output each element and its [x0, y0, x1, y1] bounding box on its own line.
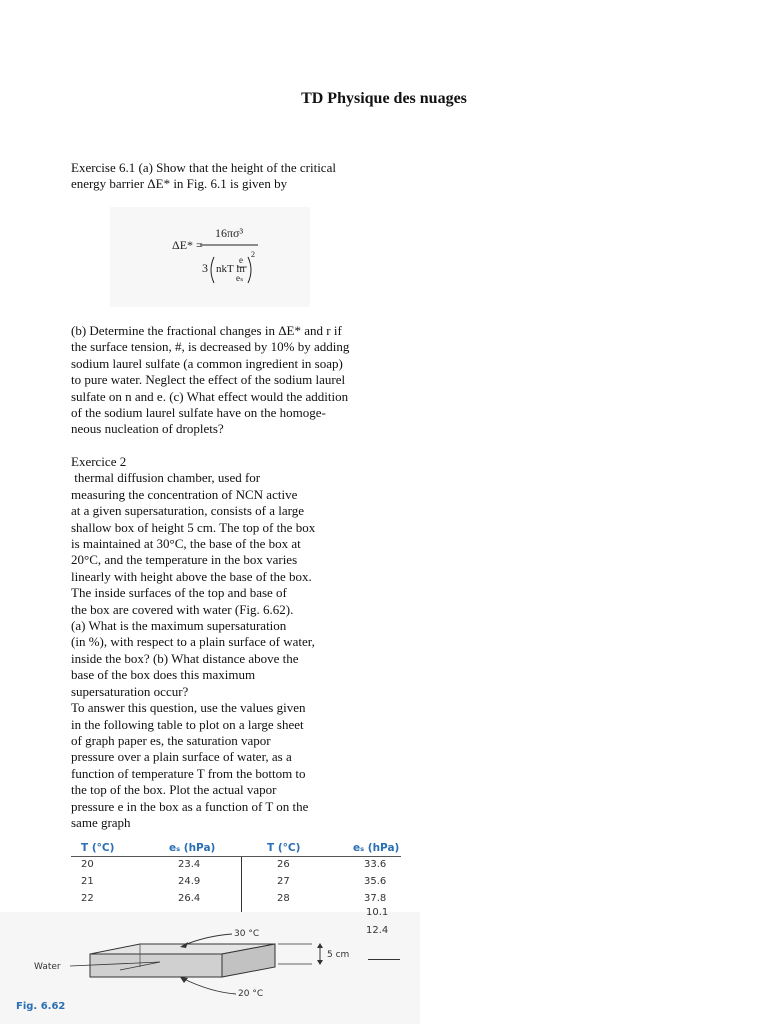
text-line: function of temperature T from the bottom to: [71, 765, 306, 781]
table-cell: 26.4: [178, 893, 201, 904]
page-title: TD Physique des nuages: [301, 90, 467, 107]
text-line: thermal diffusion chamber, used for: [71, 470, 261, 486]
table-bottom-rule: [368, 959, 400, 960]
water-label: Water: [34, 962, 61, 972]
bottom-temperature-label: 20 °C: [238, 989, 264, 999]
exercise-1-intro: [71, 160, 381, 193]
formula-lhs: ΔE* =: [172, 238, 203, 252]
bottom-arrow: [182, 978, 236, 994]
figure-caption: Fig. 6.62: [16, 1001, 66, 1012]
table-header: eₛ (hPa): [169, 842, 216, 854]
text-line: of graph paper es, the saturation vapor: [71, 732, 271, 748]
table-cell: 26: [277, 859, 290, 870]
energy-barrier-formula: [110, 207, 310, 307]
box-front-face: [90, 954, 222, 977]
text-line: (in %), with respect to a plain surface of water,: [71, 634, 315, 650]
formula-inner-bottom: eₛ: [236, 273, 244, 283]
text-line: energy barrier ΔE* in Fig. 6.1 is given by: [71, 176, 288, 192]
text-line: To answer this question, use the values given: [71, 700, 306, 716]
text-line: linearly with height above the base of the box.: [71, 568, 312, 584]
text-line: Exercise 6.1 (a) Show that the height of the critical: [71, 160, 336, 175]
table-cell: 10.1: [366, 907, 389, 918]
table-header-rule: [71, 856, 401, 857]
height-label: 5 cm: [327, 950, 350, 960]
table-cell: 28: [277, 893, 290, 904]
text-line: pressure over a plain surface of water, as a: [71, 749, 292, 765]
text-line: inside the box? (b) What distance above the: [71, 650, 299, 666]
table-cell: 33.6: [364, 859, 387, 870]
table-cell: 23.4: [178, 859, 201, 870]
table-cell: 20: [81, 859, 94, 870]
table-cell: 24.9: [178, 876, 201, 887]
exercise-2-heading: Exercice 2: [71, 454, 127, 469]
text-line: in the following table to plot on a large sheet: [71, 716, 304, 732]
table-header: T (°C): [267, 842, 301, 854]
table-column-divider: [241, 857, 242, 914]
left-paren: [211, 257, 214, 283]
text-line: (a) What is the maximum supersaturation: [71, 618, 287, 634]
text-line: neous nucleation of droplets?: [71, 421, 224, 437]
text-line: the top of the box. Plot the actual vapor: [71, 782, 277, 798]
exercise-2: [71, 454, 381, 831]
text-line: to pure water. Neglect the effect of the sodium laurel: [71, 372, 346, 388]
height-arrowhead-bottom: [317, 960, 323, 965]
text-line: sulfate on n and e. (c) What effect would the addition: [71, 388, 349, 404]
formula-inner-top: e: [239, 255, 243, 265]
text-line: shallow box of height 5 cm. The top of the box: [71, 519, 316, 535]
table-header: eₛ (hPa): [353, 842, 400, 854]
table-cell: 22: [81, 893, 94, 904]
text-line: supersaturation occur?: [71, 683, 189, 699]
text-line: at a given supersaturation, consists of a large: [71, 503, 304, 519]
text-line: The inside surfaces of the top and base of: [71, 585, 287, 601]
table-cell: 21: [81, 876, 94, 887]
table-header: T (°C): [81, 842, 115, 854]
text-line: the box are covered with water (Fig. 6.62).: [71, 601, 294, 617]
text-line: the surface tension, #, is decreased by 10% by adding: [71, 339, 350, 355]
height-arrowhead-top: [317, 943, 323, 948]
text-line: base of the box does this maximum: [71, 667, 256, 683]
formula-numerator: 16πσ³: [215, 226, 244, 240]
text-line: of the sodium laurel sulfate have on the homoge-: [71, 405, 326, 421]
text-line: (b) Determine the fractional changes in ΔE* and r if: [71, 323, 342, 338]
vapor-pressure-table: [71, 840, 401, 914]
table-cell: 37.8: [364, 893, 387, 904]
formula-denominator-prefix: 3: [202, 261, 208, 275]
top-temperature-label: 30 °C: [234, 929, 260, 939]
text-line: pressure e in the box as a function of T on the: [71, 798, 309, 814]
table-cell: 35.6: [364, 876, 387, 887]
table-cell: 12.4: [366, 925, 389, 936]
text-line: measuring the concentration of NCN active: [71, 486, 298, 502]
text-line: sodium laurel sulfate (a common ingredient in soap): [71, 355, 343, 371]
exercise-1-part-b: [71, 323, 381, 438]
table-cell: 27: [277, 876, 290, 887]
right-paren: [248, 257, 251, 283]
formula-exponent: 2: [251, 250, 255, 259]
text-line: is maintained at 30°C, the base of the box at: [71, 536, 301, 552]
formula-denominator-body: nkT ln: [216, 263, 245, 275]
text-line: 20°C, and the temperature in the box varies: [71, 552, 298, 568]
text-line: same graph: [71, 814, 131, 830]
